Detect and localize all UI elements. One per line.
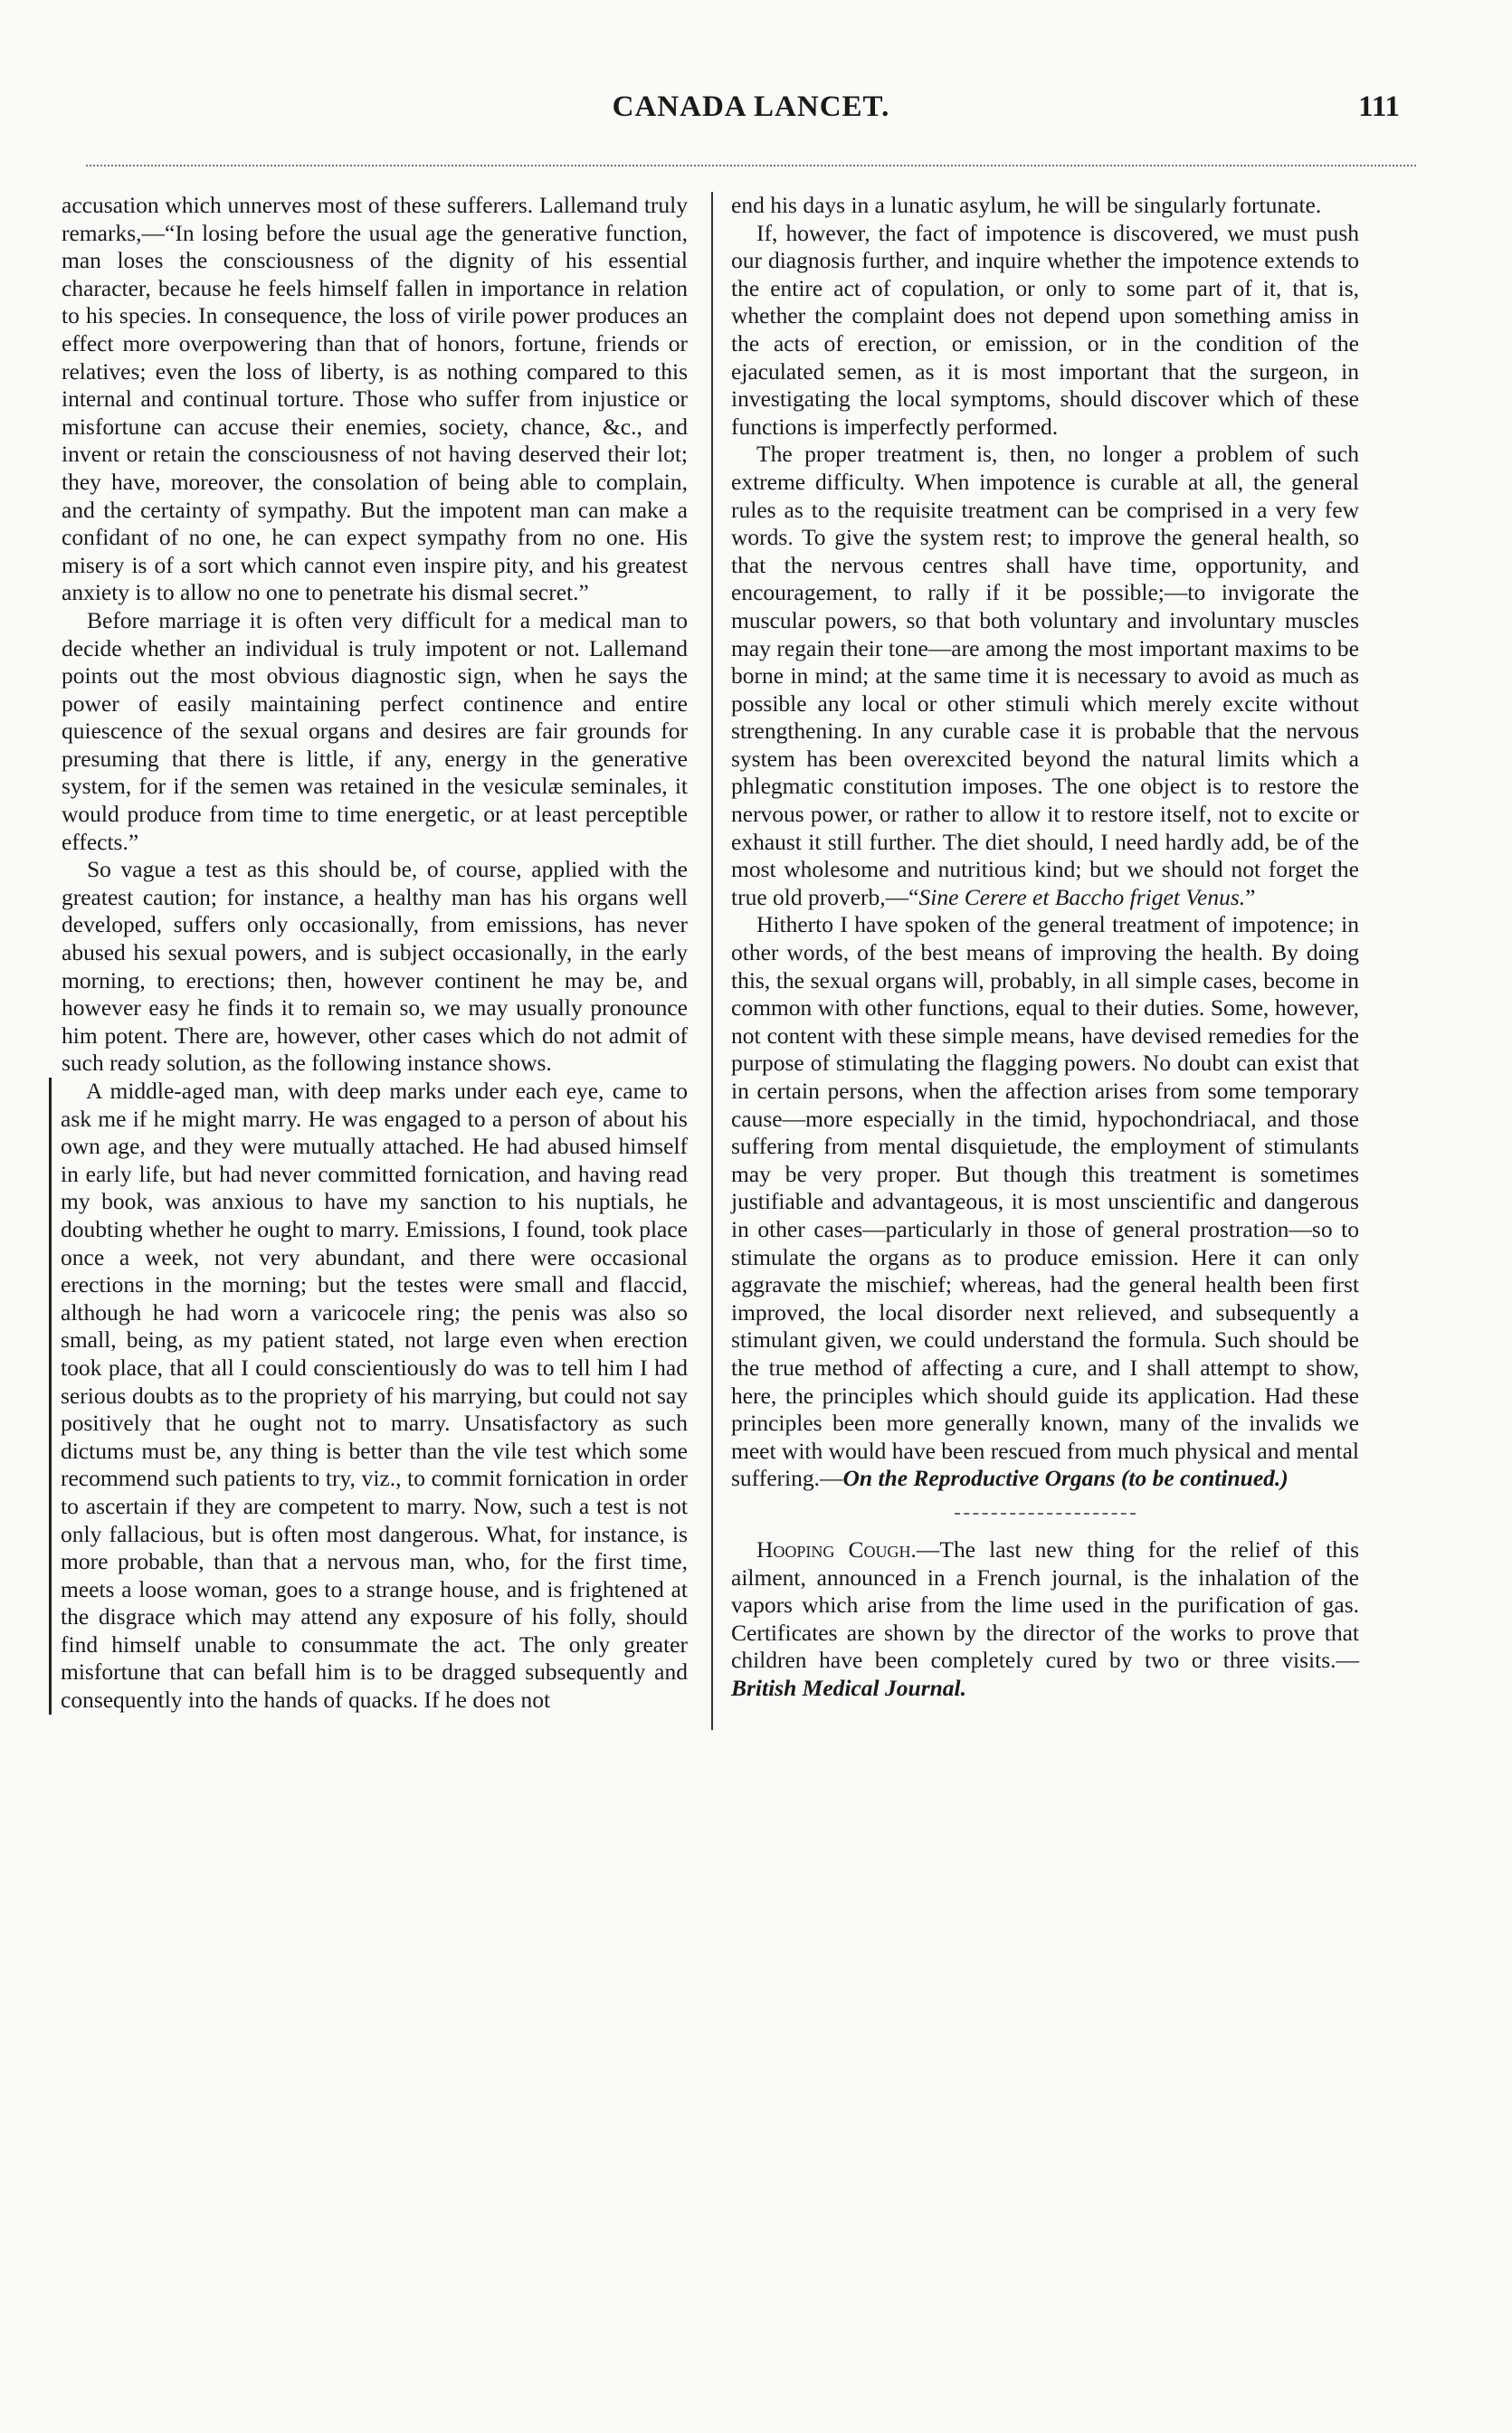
paragraph-before-marriage: Before marriage it is often very difficult for a medical man to decide whether an individual is truly impotent or not. Lallemand points out the most obvious diagnostic sign, when he says the power of easily maintaining perfect continence and entire quiescence of the sexual organs and desires are fair grounds for presuming that there is little, if any, energy in the generative system, for if the semen was retained in the vesiculæ seminales, it would produce from time to time energetic, or at least perceptible effects.” (62, 606, 688, 855)
paragraph-impotence-discovered: If, however, the fact of impotence is discovered, we must push our diagnosis further, and inquire whether the impotence extends to the entire act of copulation, or only to some part of it, that is, whether the complaint does not depend upon something amiss in the acts of erection, or emission, or in the condition of the ejaculated semen, as it is most important that the surgeon, in investigating the local symptoms, should discover which of these functions is imperfectly performed. (731, 219, 1359, 440)
header-rule (86, 165, 1416, 166)
paragraph-general-treatment (731, 911, 1359, 1492)
paragraph-lallemand-quote: accusation which unnerves most of these sufferers. Lallemand truly remarks,—“In losing before the usual age the generative function, man loses the consciousness of the dignity of his essential character, because he feels himself fallen in importance in relation to his species. In consequence, the loss of virile power produces an effect more overpowering than that of honors, fortune, friends or relatives; even the loss of liberty, is as nothing compared to this internal and continual torture. Those who suffer from injustice or misfortune can accuse their enemies, society, chance, &c., and invent or retain the consciousness of not having deserved their lot; they have, moreover, the consolation of being able to complain, and the certainty of sympathy. But the impotent man can make a confidant of no one, he can expect sympathy from no one. His misery is of a sort which cannot even inspire pity, and his greatest anxiety is to allow no one to penetrate his dismal secret.” (62, 192, 688, 606)
hooping-cough-source: British Medical Journal. (731, 1674, 967, 1701)
proverb-close-quote: ” (1245, 883, 1256, 910)
paragraph-case-report: A middle-aged man, with deep marks under each eye, came to ask me if he might marry. He was engaged to a person of about his own age, and they were mutually attached. He had abused himself in early life, but had never committed fornication, and having read my book, was anxious to have my sanction to his nuptials, he doubting whether he ought to marry. Emissions, I found, took place once a week, not very abundant, and there were occasional erections in the morning; but the testes were small and flaccid, although he had worn a varicocele ring; the penis was also so small, being, as my patient stated, not large even when erection took place, that all I could conscientiously do was to tell him I had serious doubts as to the propriety of his marrying, but could not say positively that he ought not to marry. Unsatisfactory as such dictums must be, any thing is better than the vile test which some recommend such patients to try, viz., to commit fornication in order to ascertain if they are competent to marry. Now, such a test is not only fallacious, but is often most dangerous. What, for instance, is more probable, than that a nervous man, who, for the first time, meets a loose woman, goes to a strange house, and is frightened at the disgrace which may attend any exposure of his folly, should find himself unable to consummate the act. The only greater misfortune that can befall him is to be dragged subsequently and consequently into the hands of quacks. If he does not (49, 1078, 688, 1715)
proper-treatment-text: The proper treatment is, then, no longer a problem of such extreme difficulty. When impotence is curable at all, the general rules as to the requisite treatment can be comprised in a very few words. To give the system rest; to improve the general health, so that the nervous centres shall have time, opportunity, and encouragement, to rally if it be possible;—to invigorate the muscular powers, so that both voluntary and involuntary muscles may regain their tone—are among the most important maxims to be borne in mind; at the same time it is necessary to avoid as much as possible any local or other stimuli which merely excite without strengthening. In any curable case it is probable that the nervous system has been overexcited beyond the natural limits which a phlegmatic constitution imposes. The one object is to restore the nervous power, or rather to allow it to restore itself, not to excite or exhaust it still further. The diet should, I need hardly add, be of the most wholesome and nutritious kind; but we should not forget the true old proverb,—“ (731, 441, 1359, 910)
hooping-cough-heading: Hooping Cough. (756, 1535, 917, 1563)
column-divider (711, 192, 713, 1730)
article-source: On the Reproductive Organs (to be continued.) (842, 1465, 1289, 1492)
page-header (86, 90, 1416, 145)
paragraph-continuation: end his days in a lunatic asylum, he will be singularly fortunate. (731, 192, 1322, 218)
right-column (731, 192, 1359, 1702)
section-separator (955, 1513, 1136, 1515)
page-number: 111 (1358, 90, 1400, 123)
journal-title: CANADA LANCET. (612, 90, 890, 123)
paragraph-vague-test: So vague a test as this should be, of course, applied with the greatest caution; for instance, a healthy man has his organs well developed, suffers only occasionally, from emissions, has never abused his sexual powers, and is subject occasionally, in the early morning, to erections; then, however continent he may be, and however easy he finds it to remain so, we may usually pronounce him potent. There are, however, other cases which do not admit of such ready solution, as the following instance shows. (62, 856, 688, 1077)
left-column (62, 192, 688, 1715)
paragraph-proper-treatment (731, 441, 1359, 911)
general-treatment-text: Hitherto I have spoken of the general treatment of impotence; in other words, of the best means of improving the health. By doing this, the sexual organs will, probably, in all simple cases, become in common with other functions, equal to their duties. Some, however, not content with these simple means, have devised remedies for the purpose of stimulating the flagging powers. No doubt can exist that in certain persons, when the affection arises from some temporary cause—more especially in the timid, hypochondriacal, and those suffering from mental disquietude, the employment of stimulants may be very proper. But though this treatment is sometimes justifiable and advantageous, it is most unscientific and dangerous in other cases—particularly in those of general prostration—so to stimulate the organs as to produce emission. Here it can only aggravate the mischief; whereas, had the general health been first improved, the local disorder next relieved, and subsequently a stimulant given, we could understand the formula. Such should be the true method of affecting a cure, and I shall attempt to show, here, the principles which should guide its application. Had these principles been more generally known, many of the invalids we meet with would have been rescued from much physical and mental suffering.— (731, 911, 1359, 1492)
paragraph-hooping-cough (731, 1536, 1359, 1703)
latin-proverb: Sine Cerere et Baccho friget Venus. (918, 883, 1246, 910)
hooping-cough-text: —The last new thing for the relief of this ailment, announced in a French journal, is the inhalation of the vapors which arise from the lime used in the purification of gas. Certificates are shown by the director of the works to prove that children have been completely cured by two or three visits.— (731, 1535, 1359, 1674)
